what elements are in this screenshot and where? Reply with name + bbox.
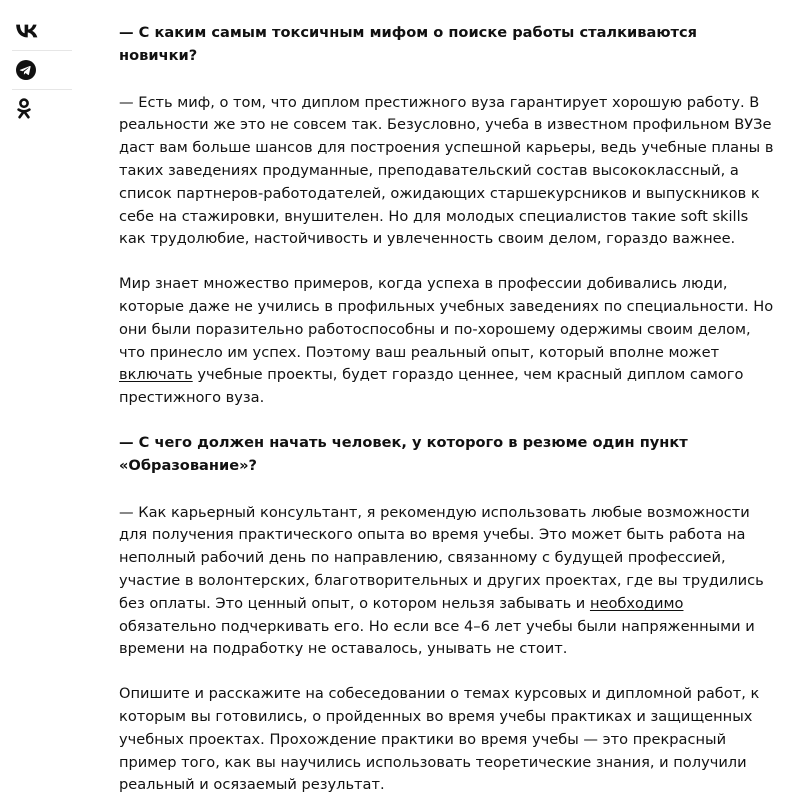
share-odnoklassniki-button[interactable] [12, 90, 72, 128]
answer-paragraph [119, 273, 779, 410]
paragraph-text: учебные проекты, будет гораздо ценнее, чем красный диплом самого престижного вуза. [119, 366, 744, 407]
article-body [119, 22, 779, 797]
share-telegram-button[interactable] [12, 51, 72, 90]
paragraph-text: обязательно подчеркивать его. Но если все 4–6 лет учебы были напряженными и времени на подработку не оставалось, унывать не стоит. [119, 617, 755, 658]
include-link[interactable]: включать [119, 366, 193, 384]
paragraph-text: — Как карьерный консультант, я рекомендую использовать любые возможности для получения практического опыта во время учебы. Это может быть работа на неполный рабочий день по направлению, связанному с будущей профессией, участие в волонтерских, благотворительных и других проектах, где вы трудились без оплаты. Это ценный опыт, о котором нельзя забывать и [119, 503, 764, 612]
telegram-icon [16, 60, 36, 80]
vk-icon [16, 24, 38, 38]
necessary-link[interactable]: необходимо [589, 594, 684, 612]
answer-paragraph: — Есть миф, о том, что диплом престижного вуза гарантирует хорошую работу. В реальности же это не совсем так. Безусловно, учеба в известном профильном ВУЗе даст вам больше шансов для построения успешной карьеры, ведь учебные планы в таких заведениях продуманные, преподавательский состав высококлассный, а список партнеров-работодателей, ожидающих старшекурсников и выпускников к себе на стажировки, внушителен. Но для молодых специалистов такие soft skills как трудолюбие, настойчивость и увлеченность своим делом, гораздо важнее. [119, 93, 774, 248]
answer-paragraph: Опишите и расскажите на собеседовании о темах курсовых и дипломной работ, к которым вы готовились, о пройденных во время учебы практиках и защищенных учебных проектах. Прохождение практики во время учебы — это прекрасный пример того, как вы научились использовать теоретические знания, и получили реальный и осязаемый результат. [119, 685, 760, 794]
paragraph-text: Мир знает множество примеров, когда успеха в профессии добивались люди, которые даже не учились в профильных учебных заведениях по специальности. Но они были поразительно работоспособны и по-хорошему одержимы своим делом, что принесло им успех. Поэтому ваш реальный опыт, который вполне может [119, 275, 774, 361]
question-heading: — С чего должен начать человек, у которого в резюме один пункт «Образование»? [119, 433, 688, 474]
question-heading: — С каким самым токсичным мифом о поиске работы сталкиваются новички? [119, 24, 697, 64]
answer-paragraph [119, 502, 779, 662]
odnoklassniki-icon [16, 98, 32, 120]
share-vk-button[interactable] [12, 12, 72, 51]
share-bar [12, 12, 72, 128]
